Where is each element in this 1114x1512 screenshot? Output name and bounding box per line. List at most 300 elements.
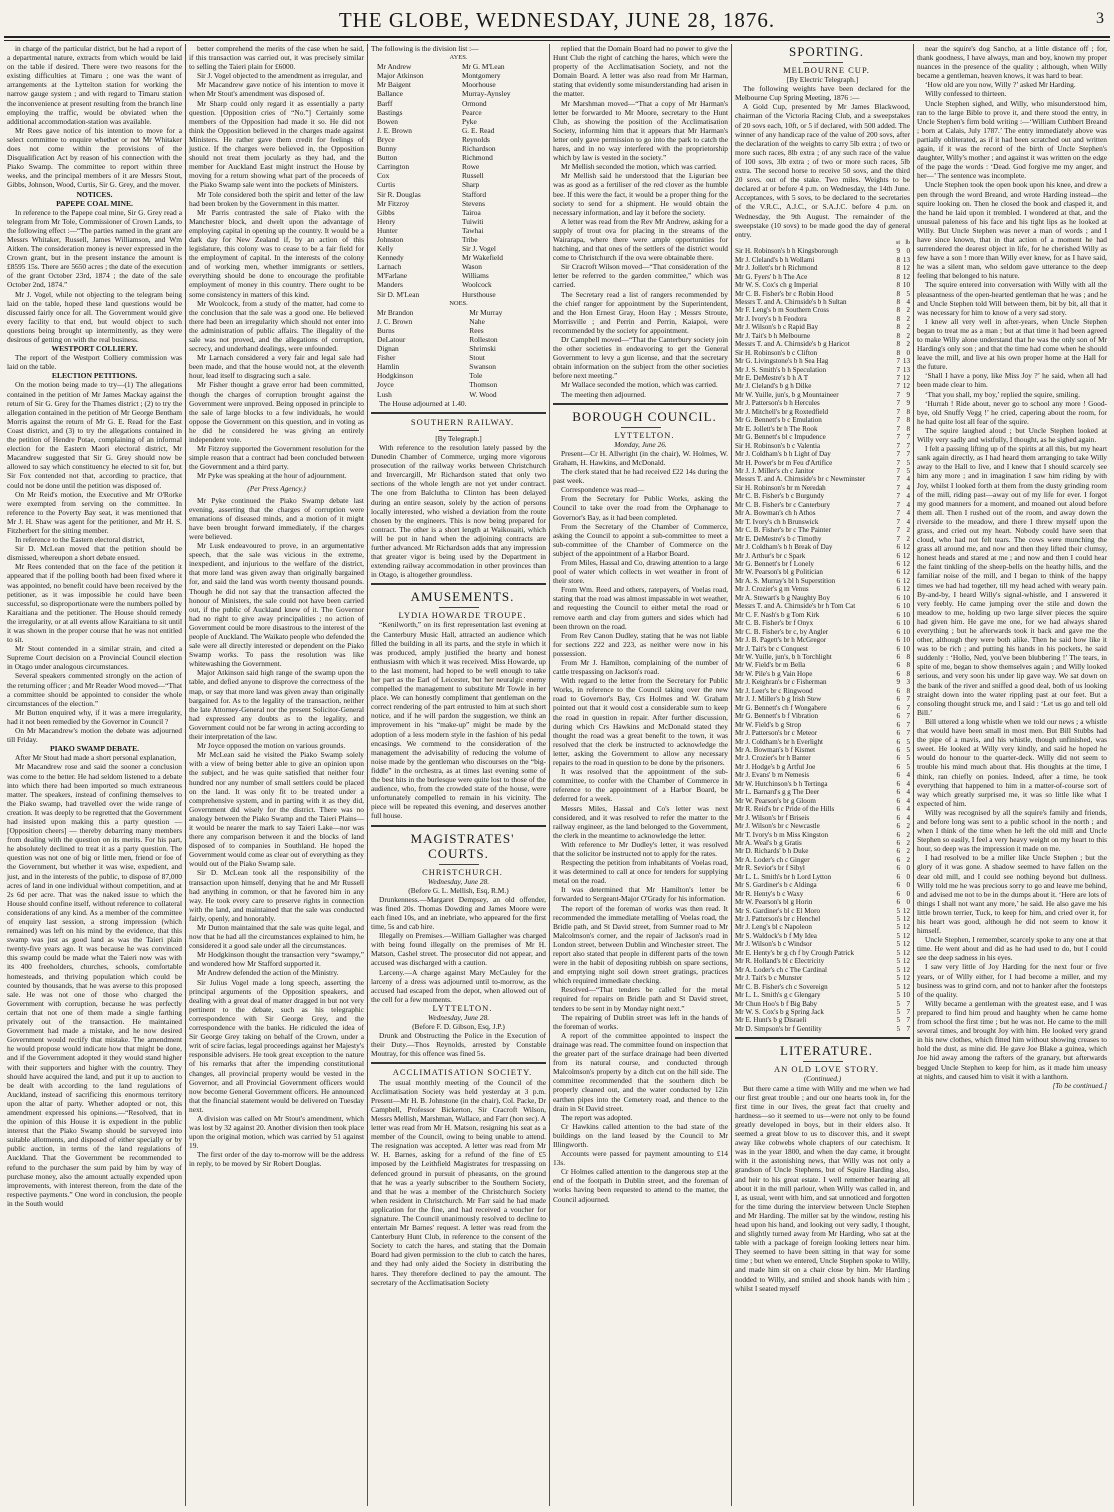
weight-row [735,661,910,669]
weight-stone: 8 [896,264,900,273]
heading-melbourne-cup: MELBOURNE CUP. [783,65,870,75]
paragraph: I knew all very well in after-years, when Uncle Stephen began to treat me as a man ; but at that time it had been agreed to make Willy alone understand that he was the only son of Mr Harding's only son ; and that the time had come when he should leave the mill, and live at his own proper home at the Hall for the future. [917,316,1107,372]
noes-label: NOES. [449,299,468,307]
weight-row [735,940,910,948]
borough-date: Monday, June 26. [614,439,667,449]
weight-pounds: 12 [902,948,910,957]
rule [439,864,479,865]
division-row [371,308,546,317]
horse-entry: Mr C. B. Fisher's br c Canterbury [735,500,831,509]
weight-pounds: 5 [906,745,910,754]
horse-entry: Mr W. Pearson's bl g Politician [735,568,823,577]
weight-pounds: 7 [906,433,910,442]
railway-paras [371,443,546,579]
weight-pounds: 2 [906,534,910,543]
col1-paras2 [7,208,182,344]
paragraph: Drunkenness.—Margaret Dempsey, an old offender, was fined 20s. Thomas Dowding and James Moore were each fined 10s, and an inebriate, who appeared for the first time, 5s and cab hire. [371,894,546,932]
christchurch-bench: (Before G. L. Mellish, Esq, R.M.) [408,885,509,895]
weight-row [735,907,910,915]
horse-entry: Sir H. Robinson's b c Clifton [735,348,818,357]
weight-row [735,678,910,686]
paragraph: Mr Lusk endeavoured to prove, in an argumentative speech, that the sale was vicious in the extreme, inexpedient, and injurious to the welfare of the district, that more land was given away than originally bargained for, and said the land was worth twenty thousand pounds. Though he did not say that the transaction affected the honour of Ministers, the sale could not have been carried out, if the public of Auckland knew of it. The Governor had no right to give away principalities ; no action of Government could be more disastrous to the interest of the people of Auckland. The Waikato people who defended the sale were all directly interested or dependent on the Piako Swamp works. To pass the resolution was like whitewashing the Government. [189,541,365,669]
rule [553,403,728,405]
weight-row [735,949,910,957]
horse-entry: Mr E. DeMestre's b c Timothy [735,534,822,543]
weight-pounds: 0 [906,247,910,256]
weight-row [735,543,910,551]
horse-entry: Messrs T. and A. Chirnside's b g Haricot [735,340,850,349]
paragraph: Mr Sharp could only regard it as essentially a party question. [Opposition cries of “No.”] Certainly some members of the Opposition had made it so. He did not think the Opposition believed in the charges made against Ministers. He rather gave them credit for feelings of justice. If the charges were believed in, the Opposition should not treat them jocularly as they had, and the member for Auckland East might instruct the House by moving for a return showing what part of the proceeds of the Piako Swamp sale went into the pockets of Ministers. [189,98,364,190]
member-name: Manders [377,280,403,290]
weights-header-lb: lb [905,239,910,246]
paragraph: Mr Dutton maintained that the sale was quite legal, and now that he had all the circumstances explained to him, he considered it a good sale under all the circumstances. [189,923,364,951]
weight-row [735,729,910,737]
member-name: Tuiwiti [461,216,484,226]
weight-row [735,636,910,644]
division-row [371,335,546,344]
weight-row [735,991,910,999]
paragraph: Mr Pyke continued the Piako Swamp debate last evening, asserting that the charges of corruption were emanations of diseased minds, and a motion of it might have been brought forward immediately, if the charges were believed. [189,495,364,541]
horse-entry: Mr J. Ivory's b h Feodora [735,314,807,323]
weight-stone: 6 [896,602,900,611]
weights-header-st: st [895,239,900,246]
weight-stone: 7 [896,458,900,467]
paragraph: ‘Shall I have a pony, like Miss Joy ?’ he said, when all had been made clear to him. [917,371,1107,390]
weight-row [735,594,910,602]
paragraph: From the Secretary for Public Works, asking the Council to take over the road from the Orphanage to Governor's Bay, as it had been completed. [553,494,728,522]
weight-row [735,281,910,289]
weight-pounds: 2 [906,855,910,864]
horse-entry: Mr J. Jollett's br h Richmond [735,264,818,273]
weight-row [735,619,910,627]
weight-pounds: 10 [902,610,910,619]
weight-stone: 6 [896,729,900,738]
weight-stone: 8 [896,340,900,349]
horse-entry: Mr G. Livingstone's b h Sea Hag [735,357,829,366]
weight-row [735,771,910,779]
member-name: J. E. Brown [377,125,412,135]
paragraph: From Rev Canon Dudley, stating that he was not liable for sections 222 and 223, as neither were now in his possession. [553,630,728,658]
weight-row [735,433,910,441]
member-name: M'Farlane [377,271,408,281]
horse-entry: Mr W. Yuille, jun's, b g Mountaineer [735,390,839,399]
weight-row [735,459,910,467]
paragraph: Mr Rees gave notice of his intention to move for a select committee to enquire whether or not Mr Whitaker does not come within the provisions of the Disqualification Act by reason of his connection with the Piako Swamp. The committee to report within three weeks, and the principal members of it are Messrs Stout, Gibbs, Johnson, Wood, Curtis, Sir G. Grey, and the mover. [7,125,182,190]
weight-row [735,831,910,839]
member-name: Rees [469,325,484,335]
horse-entry: Mr D. Simpson's br f Gentility [735,1024,822,1033]
horse-entry: Mr G. Fyers' b h The Ace [735,272,808,281]
horse-entry: Mr J. Wilson's b c Windsor [735,940,812,949]
weight-stone: 8 [896,272,900,281]
weight-stone: 5 [896,1024,900,1033]
member-name: Rowe [461,162,480,172]
weight-row [735,484,910,492]
member-name: W. Wood [469,389,497,399]
paragraph: Drunk and Obstructing the Police in the Execution of their Duty.—Thos Reynolds, arrested by Constable Moutray, for this offence was fined 5s. [371,1031,546,1059]
weight-row [735,797,910,805]
horse-entry: Mr C. B. Fisher's br c, by Angler [735,627,829,636]
weight-pounds: 5 [906,289,910,298]
horse-entry: Mr J. J. Miller's b g Irish Stew [735,695,822,704]
weight-stone: 6 [896,652,900,661]
paragraph: Willy was recognised by all the squire's family and friends, and before long was sent to a public school in the north ; and when I think of the time when he left the old mill and Uncle Stephen so easily, I feel a very heavy weight on my heart to this hour, so deep was the impression it made on me. [917,807,1107,854]
paragraph: Mr Mellish seconded the motion, which was carried. [561,162,717,172]
weight-stone: 6 [896,745,900,754]
member-name: Ormond [461,98,487,108]
division-row [371,253,546,262]
weight-pounds: 4 [906,297,910,306]
weight-pounds: 4 [906,788,910,797]
horse-entry: Mr J. Patterson's br c Henchel [735,915,821,924]
weight-stone: 7 [896,475,900,484]
weights-rows [735,247,910,1033]
paragraph: It was determined that Mr Hamilton's letter be forwarded to Sergeant-Major O'Grady for his information. [553,885,728,904]
weight-pounds: 2 [906,822,910,831]
weight-row [735,847,910,855]
horse-entry: Mr A. Bowman's ch h Athos [735,509,816,518]
member-name: Rolleston [469,335,498,344]
rule [803,62,843,63]
weight-pounds: 7 [906,450,910,459]
horse-entry: Mr L. L. Smith's g c Glengary [735,991,821,1000]
weight-row [735,1025,910,1033]
acclimatisation-paras [371,1078,546,1287]
member-name: Bowen [377,116,398,126]
weight-stone: 7 [896,534,900,543]
rule [439,430,479,431]
division-row [371,80,546,89]
member-name: Bastings [377,107,403,117]
weight-stone: 6 [896,644,900,653]
column-3 [368,44,550,1506]
paragraph: Willy confessed to thirteen. [925,89,1007,99]
weight-row [735,475,910,483]
weight-stone: 6 [896,551,900,560]
heading-papepe: PAPEPE COAL MINE. [56,198,133,208]
weight-pounds: 12 [902,374,910,383]
weight-row [735,577,910,585]
rule [371,1062,546,1064]
weight-pounds: 2 [906,314,910,323]
weight-stone: 6 [896,754,900,763]
weight-stone: 7 [896,517,900,526]
paragraph: Cr Holmes called attention to the dangerous step at the end of the footpath in Dublin street, and the foreman of works having been requested to attend to the matter, the Council adjourned. [553,1167,728,1204]
weight-pounds: 0 [906,889,910,898]
member-name: Hodgkinson [377,371,414,381]
member-name: Johnston [377,234,404,244]
paragraph: The first order of the day to-morrow will be the address in reply, to be moved by Sir Robert Douglas. [189,1150,364,1169]
weight-stone: 7 [896,467,900,476]
horse-entry: Mr J. Cleland's b h Wollami [735,255,815,264]
division-row [371,190,546,199]
horse-entry: Mr W. Yuille, jun's, b h Torchlight [735,652,832,661]
weight-pounds: 0 [906,872,910,881]
member-name: Kelly [377,244,394,254]
weight-stone: 6 [896,585,900,594]
weight-stone: 6 [896,610,900,619]
lyttelton-bench: (Before F. D. Gibson, Esq, J.P.) [412,1022,505,1032]
lyttelton-paras [371,1031,546,1058]
col2-paras [189,44,364,481]
weights-header [735,239,910,247]
weight-row [735,332,910,340]
horse-entry: Sir H. Robinson's br m Neredah [735,483,826,492]
member-name: Richmond [461,153,493,163]
weight-stone: 5 [896,915,900,924]
heading-lyttelton-court: LYTTELTON. [432,1002,493,1013]
horse-entry: Mr E. Jollett's br h The Rook [735,424,818,433]
weight-row [735,687,910,695]
weight-stone: 7 [896,374,900,383]
weight-pounds: 5 [906,754,910,763]
paragraph: Mr Joyce opposed the motion on various grounds. [197,741,346,751]
weight-pounds: 8 [906,661,910,670]
paragraph: The Secretary read a list of rangers recommended by the chief ranger for appointment by the Superintendent, and the Hon Ernest Gray, Hoon Hay ; Messrs Stroute, Morrisville ; and Perrin and Perrin, Kaiapoi, were recommended by the society for appointment. [553,289,728,335]
paragraph: A letter was read from the Rev Mr Andrew, asking for a supply of trout ova for placing in the streams of the Wairarapa, where there were ample opportunities for hatching, and that ones of the settlers of the district would come to Christchurch if the ova were obtainable there. [553,216,728,263]
weight-stone: 8 [896,281,900,290]
division-row [371,317,546,326]
paragraph: The repairing of Dublin street was left in the hands of the foreman of works. [553,1012,728,1031]
paragraph: Mr Pyke was speaking at the hour of adjournment. [197,471,347,481]
paragraph: Messrs Miles, Hassal and Co's letter was next considered, and it was resolved to refer the matter to the railway engineer, as the land belonged to the Government, the clerk in the meantime to acknowledge the letter. [553,803,728,840]
member-name: Hamlin [377,362,400,372]
member-name: Williams [461,271,489,281]
weight-pounds: 12 [902,543,910,552]
division-row [371,217,546,226]
paragraph: ‘That you shall, my boy,’ replied the squire, smiling. [925,389,1080,399]
weight-stone: 7 [896,483,900,492]
weight-row [735,391,910,399]
weight-pounds: 12 [902,585,910,594]
horse-entry: Mr E. DeMestre's b h A T [735,374,809,383]
weight-row [735,357,910,365]
paragraph: Respecting the petition from inhabitants of Voelas road, it was determined to call at once for tenders for supplying metal on the road. [553,858,728,886]
weight-pounds: 12 [902,272,910,281]
weight-pounds: 10 [902,593,910,602]
division-row [371,126,546,135]
weight-row [735,881,910,889]
paragraph: The usual monthly meeting of the Council of the Acclimatisation Society was held yesterday at 3 p.m. Present—Mr H. B. Johnstone (in the chair), Col. Packe, Dr Campbell, Professor Bickerton, Sir Cracroft Wilson, Messrs Mellish, Marshman, Wallace, and Farr (hon sec). A letter was read from Mr H. Matson, resigning his seat as a member of the Council, owing to being unable to attend. The resignation was accepted. A letter was read from Mr W. H. Barnes, asking for a refund of the fine of £5 imposed by the Leithfield Magistrates for trespassing on defenced ground in pursuit of pheasants, on the ground that he was a yearly subscriber to the Southern Society, and that he was a member of the Christchurch Society when resident in Christchurch. Mr Farr said he had made application for the fine, and had received a voucher for signature. The Council unanimously resolved to decline to entertain Mr Barnes' request. A letter was read from the Canterbury Hunt Club, in reference to the consent of the Society to catch the hares, and stating that the Domain Board had given permission to the club to catch the hares, and they had only aided the Society in distributing the hares. They therefore declined to pay the amount. The secretary of the Acclimatisation Society [371,1077,546,1287]
weight-row [735,306,910,314]
weight-row [735,408,910,416]
horse-entry: Mr G. Bennett's bl c Impudence [735,433,826,442]
weight-stone: 7 [896,441,900,450]
horse-entry: Mr A. Bowman's b f Kismet [735,745,816,754]
weight-stone: 7 [896,390,900,399]
paragraph: Mr Hodgkinson thought the transaction very “swampy,” and wondered how Mr Stafford supported it. [189,950,364,969]
division-row [371,99,546,108]
weight-stone: 5 [896,931,900,940]
division-row [371,199,546,208]
paragraph: near the squire's dog Sancho, at a little distance off ; for, thank goodness, I have always, man and boy, known my proper nuances in the presence of the quality ; although, when Willy became a gentleman, heaven knows, it was hard to bear. [917,44,1107,81]
paragraph: Mr Fisher thought a grave error had been committed, though the charges of corruption brought against the Government were unproved. Being opposed in principle to the sale of large blocks to a few individuals, he would oppose the Government on this question, and in voting as he did he considered he was giving an entirely independent vote. [189,380,364,445]
horse-entry: Mr J. Patterson's br c Meteor [735,729,818,738]
weight-row [735,974,910,982]
weight-pounds: 12 [902,264,910,273]
member-name: Swanson [469,362,496,372]
paragraph: Accounts were passed for payment amounting to £14 13s. [553,1149,728,1168]
paragraph: Mr Tole considered both the spirit and letter of the law had been broken by the Government in this matter. [189,189,364,208]
member-name: Dignan [377,344,399,354]
member-name: Wason [461,262,482,272]
heading-amusements: AMUSEMENTS. [410,589,515,605]
weight-pounds: 8 [906,407,910,416]
weight-stone: 7 [896,365,900,374]
weight-row [735,738,910,746]
division-row [371,108,546,117]
weight-stone: 7 [896,416,900,425]
paragraph: But there came a time with Willy and me when we had our first great trouble ; and our one hearts took in, for the first time in our lives, the great fact that cruelty and hardness—so it seemed to us—were not only to be found greatly developed in boys, but in their elders also. It seemed a great blow to us to discover this, and it swept away like cobwebs whole chapters of our catechism. It was in the year 1800, and when the day came, it brought with it the astonishing news, that Willy was not only a grandson of Uncle Stephens, but of Squire Harding also, and heir to his great estate. I well remember hearing all about it in the mill parlour, when Willy was called in, and I, as usual, went with him, and sat unnoticed and forgotten for the time during the interview between Uncle Stephen and Mr Harding. The miller sat by the window, resting his head upon his hand, and looking out very sadly, I thought, and slightly turned away from Mr Harding, who sat at the table with a package of foreign looking letters near him. They seemed to have been sitting in that way for some time ; but when we entered, Uncle Stephen spoke to Willy, and made him sit on a chair close by him. Mr Harding nodded to Willy, and smiled and shook hands with him ; whilst I seated myself [735,1083,910,1293]
weight-stone: 6 [896,703,900,712]
weight-pounds: 10 [902,619,910,628]
weight-row [735,492,910,500]
weight-pounds: 0 [906,881,910,890]
weight-pounds: 12 [902,551,910,560]
horse-entry: Mr C. B. Fisher's br f Onyx [735,619,814,628]
weight-pounds: 2 [906,331,910,340]
heading-borough-council: BOROUGH COUNCIL. [572,408,717,424]
weight-pounds: 10 [902,991,910,1000]
horse-entry: Mr A. Weal's b g Gratis [735,838,802,847]
heading-old-love-story: AN OLD LOVE STORY. [773,1064,880,1075]
division-row [371,226,546,235]
paragraph: Mr Fitzroy supported the Government resolution for the simple reason that a contract had been concluded between the Government and a third party. [189,444,364,472]
weight-pounds: 5 [906,737,910,746]
horse-entry: Mr J. Wilson's br c Newcastle [735,822,820,831]
rule [371,412,546,414]
weight-stone: 6 [896,543,900,552]
weight-pounds: 4 [906,805,910,814]
weight-stone: 6 [896,889,900,898]
paragraph: The squire entered into conversation with Willy with all the pleasantness of the open-hearted gentleman that he was ; and he and Uncle Stephen told Will between them, bit by bit, all that it was necessary for him to know of a very sad story. [917,280,1107,317]
weight-row [735,1016,910,1024]
member-name: J. C. Brown [377,316,413,326]
weight-row [735,399,910,407]
weight-stone: 7 [896,357,900,366]
telegraph-label: [By Telegraph.] [435,433,482,443]
weight-pounds: 5 [906,458,910,467]
weight-row [735,568,910,576]
paragraph: The squire laughed aloud ; but Uncle Stephen looked at Willy very sadly and wistfully, I thought, as he sighed again. [917,425,1107,445]
horse-entry: Mr W. Hutchinson's b h Tertinga [735,779,828,788]
horse-entry: Mr G. Bennett's b f Vibration [735,712,819,721]
weight-stone: 6 [896,593,900,602]
weight-stone: 8 [896,306,900,315]
weight-pounds: 13 [902,255,910,264]
horse-entry: Mr W. Pile's b g Vain Hope [735,669,813,678]
rule [371,583,546,585]
horse-entry: Mr T. Ivory's b m Miss Kingston [735,830,829,839]
paragraph: It was resolved that the appointment of the sub-committee, to confer with the Chamber of Commerce in reference to the appointment of a Harbor Board, be deferred for a week. [553,767,728,804]
rule [621,427,661,428]
weight-pounds: 12 [902,915,910,924]
borough-paras [553,449,728,1204]
weight-pounds: 7 [906,1016,910,1025]
paragraph: in charge of the particular district, but he had a report of a departmental nature, extracts from which would be laid on the table if desired. There were two reasons for the existing difficulties at Timaru ; one was the want of arrangements at the Lyttelton station for working the narrow gauge system ; and with regard to Timaru station the inconvenience at present resulting from the branch line employing the traffic, would be obviated when the additional accommodation-station was available. [7,44,182,126]
weight-row [735,856,910,864]
member-name: Mr Baigent [377,80,411,90]
paragraph: Sir J. Vogel objected to the amendment as irregular, and [197,71,363,81]
paragraph: A division was called on Mr Stout's amendment, which was lost by 32 against 20. Another division then took place upon the original motion, which was carried by 51 against 19. [189,1113,364,1151]
horse-entry: Mr J. Leer's br c Ringwood [735,686,813,695]
member-name: Mr Murray [469,307,503,317]
horse-entry: Mr J. Coldham's b h Break of Day [735,543,833,552]
member-name: Hunter [377,225,398,235]
member-name: Richardson [461,144,496,154]
heading-notices: NOTICES. [76,189,113,199]
weight-stone: 5 [896,965,900,974]
horse-entry: Mr F. Leng's b m Southern Cross [735,306,829,315]
weight-stone: 5 [896,982,900,991]
paragraph: ‘Hurrah ! Ride about, never go to school any more ! Good-bye, old Snuffy Vegg !’ he cried, capering about the room, for he had quite lost all fear of the squire. [917,398,1107,426]
column-5 [732,44,914,1506]
member-name: Stout [469,353,485,363]
paragraph: Sir Cracroft Wilson moved—“That consideration of the letter be referred to the garden committee,” which was carried. [553,262,728,290]
weight-row [735,366,910,374]
member-name: Mr G. M'Lean [461,62,505,72]
weight-row [735,754,910,762]
division-row [371,371,546,380]
column-4 [550,44,732,1506]
horse-entry: Mr W. S. Cox's b g Spring Jack [735,1008,824,1017]
weight-stone: 6 [896,712,900,721]
weight-stone: 6 [896,737,900,746]
weight-stone: 6 [896,898,900,907]
horse-entry: Mr J. Cleland's b g h Dilke [735,382,812,391]
weight-row [735,983,910,991]
weight-stone: 6 [896,855,900,864]
col6-paras [917,44,1107,1081]
weight-stone: 5 [896,940,900,949]
weight-pounds: 4 [906,796,910,805]
weight-row [735,645,910,653]
weight-pounds: 4 [906,509,910,518]
weight-stone: 6 [896,669,900,678]
paragraph: Mr Macandrew gave notice of his intention to move it when Mr Stout's amendment was disposed of. [189,80,364,99]
weight-pounds: 7 [906,729,910,738]
weight-stone: 6 [896,788,900,797]
weight-stone: 6 [896,636,900,645]
member-name: Stafford [461,189,487,199]
weight-row [735,611,910,619]
member-name: Mr Andrew [377,62,412,72]
paragraph: On the motion being made to try—(1) The allegations contained in the petition of Mr James Mackay against the return of Sir G. Grey for the Thames district ; (2) to try the allegation contained in the petition of Mr George Bentham Morris against the return of Mr G. E. Read for the East Coast district, and (3) to try the allegations contained in the petition of Hendre Potae, complaining of an informal election for the Eastern Maori electoral district, Mr Macandrew suggested that Sir G. Grey should now be allowed to say which constituency he elected to sit for, but Sir Fox contended not that, according to practice, that could not be done until the petition was disposed of. [7,380,182,490]
horse-entry: Mr H. Power's br m Feu d'Artifice [735,458,833,467]
weight-row [735,721,910,729]
paragraph: Present—Cr H. Allwright (in the chair), W. Holmes, W. Graham, H. Hawkins, and McDonald. [553,448,728,467]
weight-stone: 7 [896,433,900,442]
weight-pounds: 8 [906,686,910,695]
member-name: G. E. Read [461,125,495,135]
col1-paras4 [7,380,182,744]
weight-row [735,264,910,272]
division-row [371,290,546,299]
literature-paras [735,1084,910,1293]
weight-stone: 7 [896,526,900,535]
weight-row [735,1000,910,1008]
weights-header-name [735,239,890,247]
member-name: Russell [461,171,484,181]
division-row [371,262,546,271]
paragraph: better comprehend the merits of the case when he said, if this transaction was carried out, it was precisely similar to selling the Taieri plain for £6000. [189,44,364,72]
paragraph: Mr Stout contended in a similar strain, and cited a Supreme Court decision on a Provincial Council election in Otago under analogous circumstances. [7,644,182,672]
weight-row [735,695,910,703]
weight-row [735,814,910,822]
weight-row [735,290,910,298]
paragraph: ‘How old are you now, Willy ?’ asked Mr Harding. [925,80,1076,90]
christchurch-date: Wednesday, June 28. [427,876,490,886]
